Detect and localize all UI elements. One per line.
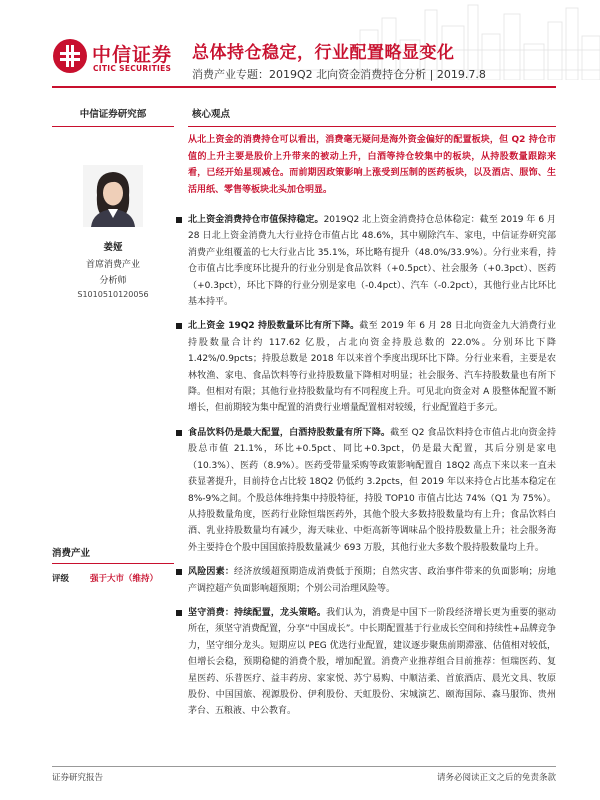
footer-disclaimer: 请务必阅读正文之后的免责条款 [436, 773, 556, 783]
bullet-body: 截至 Q2 食品饮料持仓市值占北向资金持股总市值 21.1%，环比+0.5pct、同比+0.3pct，仍是最大配置，其后分别是家电（10.3%）、医药（8.9%）。医药受带量采购等政策影响配置自 18Q2 高点下来以来一直未获显著提升，目前持仓占比较 18Q2 仍低约 3.2pcts，但 2019 年以来持仓占比基本稳定在 8%-9%之间。个股总体维持集中持股特征，持股 TOP10 市值占比达 74%（Q1 为 75%）。从持股数量角度，医药行业除恒瑞医药外，其他个股大多数持股数量均有上升；食品饮料白酒、乳业持股数量均有减少，海天味业、中炬高新等调味品个股持股数量上升；社会服务海外主要持仓个股中国国旅持股数量减少 693 万股，其他行业大多数个股持股数量均上升。 [188, 427, 556, 553]
core-views-section [188, 92, 556, 198]
header-divider [52, 86, 556, 88]
bullet-heading: 坚守消费：持续配置，龙头策略。 [188, 607, 327, 618]
analyst-avatar [83, 165, 143, 227]
bullet-square-icon [176, 217, 182, 223]
bullet-square-icon [176, 610, 182, 616]
bullet-heading: 北上资金消费持仓市值保持稳定。 [188, 215, 324, 225]
bullet-body: 截至 2019 年 6 月 28 日北向资金九大消费行业持股数量合计约 117.62 亿股，占北向资金持股总数的 22.0%。分别环比下降 1.42%/0.9pcts；持股总数是 2018 年以来首个季度出现环比下降。分行业来看，主要是农林牧渔、家电、食品饮料等行业持股数量下降相对明显；社会服务、汽车持股数量也有所下降。但相对有限；其他行业持股数量均有不同程度上升。可见北向资金对 A 股整体配置不断增长，但前期较为集中配置的消费行业增量配置相对较缓，行业配置趋于多元。 [188, 321, 556, 414]
brand-name-en: CITIC SECURITIES [93, 64, 172, 73]
bullet-square-icon [176, 430, 182, 436]
rating-value: 强于大市（维持） [90, 574, 159, 584]
core-views-summary: 从北上资金的消费持仓可以看出，消费毫无疑问是海外资金偏好的配置板块，但 Q2 持仓市值的上升主要是股价上升带来的被动上升，白酒等持仓较集中的板块，从持股数量跟踪来看，已经开始星现减仓。而前期因政策影响上涨受到压制的医药板块，以及酒店、服饰、生活用纸、零售等板块北头加仓明显。 [188, 135, 556, 195]
bullet-body: 2019Q2 北上资金消费持仓总体稳定：截至 2019 年 6 月 28 日北上资金消费九大行业持仓市值占比 48.6%，其中剔除汽车、家电，中信证券研究部消费产业组覆盖的七大行业占比 35.1%，环比略有提升（48.0%/33.9%）。分行业来看，持仓市值占比季度环比提升的行业分别是食品饮料（+0.5pct）、社会服务（+0.3pct）、医药（+0.3pct），环比下降的行业分别是家电（-0.4pct）、汽车（-0.2pct），其他行业占比环比基本持平。 [188, 215, 556, 308]
analyst-title: 分析师 [99, 276, 127, 286]
footer-report-type: 证券研究报告 [52, 773, 104, 783]
core-views-heading: 核心观点 [188, 92, 556, 127]
bullet-heading: 北上资金 19Q2 持股数量环比有所下降。 [188, 321, 360, 332]
footer-divider [52, 766, 556, 767]
industry-rating-box [52, 545, 174, 584]
bullet-square-icon [176, 569, 182, 575]
bullet-item [174, 564, 556, 597]
bullet-body: 我们认为，消费是中国下一阶段经济增长更为重要的驱动所在，须坚守消费配置，分享“中国成长”。中长期配置基于行业成长空间和持续性+品牌竞争力，坚守细分龙头。短期应以 PEG 优选行业配置，建议逐步聚焦前期滞涨、估值相对较低，但增长会稳，预期稳健的消费个股，增加配置。消费产业推荐组合目前推荐：恒瑞医药、复星医药、乐普医疗、益丰药房、家家悦、苏宁易购、中顺洁柔、首旅酒店、晨光文具、牧原股份、中国国旅、视源股份、伊利股份、天虹股份、宋城演艺、颐海国际、森马服饰、贵州茅台、五粮液、中公教育。 [188, 607, 556, 717]
rating-label: 评级 [52, 574, 70, 584]
analyst-name: 姜娅 [103, 242, 123, 253]
bullet-list [174, 212, 556, 728]
research-dept: 中信证券研究部 [52, 92, 174, 127]
bullet-item [174, 605, 556, 720]
bullet-square-icon [176, 323, 182, 329]
bullet-item [174, 425, 556, 556]
rating-row [52, 572, 174, 584]
bullet-item [174, 318, 556, 416]
bullet-item [174, 212, 556, 310]
report-title: 总体持仓稳定，行业配置略显变化 [192, 43, 455, 63]
report-subtitle: 消费产业专题：2019Q2 北向资金消费持仓分析 | 2019.7.8 [192, 68, 486, 81]
brand-name-cn: 中信证券 [92, 44, 173, 66]
citic-logo-icon [52, 38, 88, 74]
bullet-body: 经济放缓超预期造成消费低于预期；自然灾害、政治事件带来的负面影响；房地产调控超产负面影响超预期；个别公司治理风险等。 [188, 567, 556, 594]
analyst-license-id: S1010510120056 [77, 290, 149, 299]
report-header [0, 0, 600, 86]
bullet-heading: 风险因素： [188, 567, 235, 578]
left-sidebar [52, 92, 174, 299]
analyst-team: 首席消费产业 [85, 260, 140, 270]
bullet-heading: 食品饮料仍是最大配置，白酒持股数量有所下降。 [188, 427, 391, 438]
industry-name: 消费产业 [52, 545, 174, 564]
